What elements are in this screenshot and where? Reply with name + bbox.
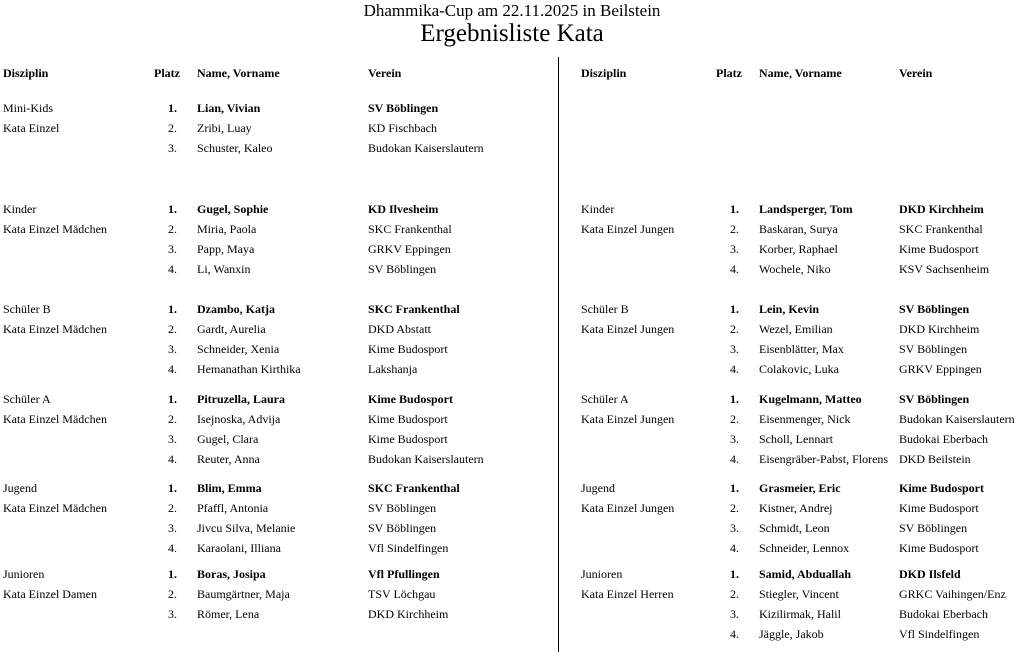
result-place: 4. [168, 541, 177, 555]
result-place: 3. [730, 242, 739, 256]
result-name: Jivcu Silva, Melanie [197, 521, 296, 535]
result-place: 4. [730, 627, 739, 641]
result-club: SV Böblingen [899, 392, 970, 406]
discipline-label: Kata Einzel Jungen [581, 412, 675, 426]
age-group-label: Schüler B [3, 302, 51, 316]
result-name: Schmidt, Leon [759, 521, 830, 535]
discipline-label: Kata Einzel Mädchen [3, 412, 107, 426]
result-name: Gardt, Aurelia [197, 322, 266, 336]
result-club: Budokan Kaiserslautern [368, 141, 484, 155]
discipline-label: Kata Einzel Mädchen [3, 322, 107, 336]
header-verein-left: Verein [368, 66, 402, 80]
result-name: Kugelmann, Matteo [759, 392, 862, 406]
result-club: SKC Frankenthal [368, 481, 460, 495]
result-name: Schuster, Kaleo [197, 141, 273, 155]
result-place: 2. [168, 587, 177, 601]
result-club: Vfl Pfullingen [368, 567, 440, 581]
result-place: 2. [168, 412, 177, 426]
result-place: 2. [730, 322, 739, 336]
header-name-right: Name, Vorname [759, 66, 842, 80]
result-place: 2. [730, 587, 739, 601]
result-place: 1. [730, 202, 739, 216]
result-place: 4. [730, 541, 739, 555]
result-name: Scholl, Lennart [759, 432, 833, 446]
result-place: 4. [730, 262, 739, 276]
result-name: Kistner, Andrej [759, 501, 833, 515]
result-club: Kime Budosport [368, 392, 454, 406]
age-group-label: Jugend [3, 481, 37, 495]
discipline-label: Kata Einzel Jungen [581, 222, 675, 236]
discipline-label: Kata Einzel [3, 121, 60, 135]
result-place: 1. [730, 481, 739, 495]
discipline-label: Kata Einzel Herren [581, 587, 674, 601]
result-place: 1. [168, 202, 177, 216]
result-name: Li, Wanxin [197, 262, 251, 276]
result-name: Baskaran, Surya [759, 222, 838, 236]
discipline-label: Kata Einzel Mädchen [3, 222, 107, 236]
result-name: Grasmeier, Eric [759, 481, 841, 495]
result-club: Budokan Kaiserslautern [899, 412, 1015, 426]
result-club: SV Böblingen [899, 302, 970, 316]
result-place: 3. [168, 521, 177, 535]
result-place: 2. [168, 222, 177, 236]
result-name: Wochele, Niko [759, 262, 831, 276]
result-name: Stiegler, Vincent [759, 587, 839, 601]
result-club: SKC Frankenthal [899, 222, 983, 236]
result-club: KD Ilvesheim [368, 202, 439, 216]
result-club: KSV Sachsenheim [899, 262, 990, 276]
result-name: Baumgärtner, Maja [197, 587, 290, 601]
result-club: Kime Budosport [899, 541, 979, 555]
result-place: 4. [168, 452, 177, 466]
discipline-label: Kata Einzel Jungen [581, 501, 675, 515]
result-name: Korber, Raphael [759, 242, 838, 256]
result-name: Isejnoska, Advija [197, 412, 281, 426]
result-name: Pitruzella, Laura [197, 392, 285, 406]
result-club: SV Böblingen [368, 521, 437, 535]
result-place: 1. [730, 567, 739, 581]
result-name: Gugel, Sophie [197, 202, 269, 216]
result-club: Budokan Kaiserslautern [368, 452, 484, 466]
result-name: Reuter, Anna [197, 452, 260, 466]
result-club: SKC Frankenthal [368, 302, 460, 316]
result-club: Vfl Sindelfingen [368, 541, 449, 555]
result-club: DKD Kirchheim [899, 322, 980, 336]
result-name: Boras, Josipa [197, 567, 266, 581]
age-group-label: Kinder [3, 202, 37, 216]
result-place: 2. [168, 501, 177, 515]
header-name-left: Name, Vorname [197, 66, 280, 80]
header-verein-right: Verein [899, 66, 933, 80]
result-place: 4. [730, 362, 739, 376]
result-name: Eisenmenger, Nick [759, 412, 851, 426]
result-club: SV Böblingen [368, 501, 437, 515]
result-club: Kime Budosport [899, 242, 979, 256]
result-name: Eisengräber-Pabst, Florens [759, 452, 889, 466]
result-place: 1. [168, 392, 177, 406]
result-name: Lian, Vivian [197, 101, 261, 115]
result-club: Budokai Eberbach [899, 432, 988, 446]
result-name: Dzambo, Katja [197, 302, 275, 316]
result-place: 1. [168, 302, 177, 316]
discipline-label: Kata Einzel Mädchen [3, 501, 107, 515]
result-club: Kime Budosport [368, 412, 448, 426]
age-group-label: Schüler A [3, 392, 51, 406]
result-place: 3. [168, 432, 177, 446]
result-name: Schneider, Lennox [759, 541, 850, 555]
result-name: Wezel, Emilian [759, 322, 833, 336]
result-name: Gugel, Clara [197, 432, 259, 446]
result-club: DKD Kirchheim [368, 607, 449, 621]
result-name: Eisenblätter, Max [759, 342, 844, 356]
result-place: 3. [168, 607, 177, 621]
result-place: 4. [168, 262, 177, 276]
result-club: GRKV Eppingen [368, 242, 451, 256]
result-place: 1. [730, 392, 739, 406]
result-club: SV Böblingen [368, 101, 439, 115]
result-place: 3. [730, 607, 739, 621]
result-club: GRKC Vaihingen/Enz [899, 587, 1006, 601]
age-group-label: Kinder [581, 202, 615, 216]
result-club: Kime Budosport [899, 481, 985, 495]
result-club: KD Fischbach [368, 121, 437, 135]
result-club: SKC Frankenthal [368, 222, 452, 236]
result-place: 2. [168, 121, 177, 135]
result-name: Colakovic, Luka [759, 362, 839, 376]
age-group-label: Mini-Kids [3, 101, 54, 115]
result-name: Landsperger, Tom [759, 202, 853, 216]
result-club: TSV Löchgau [368, 587, 436, 601]
result-name: Hemanathan Kirthika [197, 362, 301, 376]
result-place: 3. [730, 342, 739, 356]
result-place: 3. [730, 432, 739, 446]
age-group-label: Junioren [3, 567, 45, 581]
result-place: 1. [730, 302, 739, 316]
age-group-label: Jugend [581, 481, 615, 495]
result-club: DKD Ilsfeld [899, 567, 961, 581]
result-place: 4. [730, 452, 739, 466]
result-place: 3. [168, 342, 177, 356]
age-group-label: Junioren [581, 567, 623, 581]
age-group-label: Schüler A [581, 392, 629, 406]
result-name: Samid, Abduallah [759, 567, 852, 581]
header-disziplin-right: Disziplin [581, 66, 627, 80]
result-club: Kime Budosport [368, 432, 448, 446]
result-name: Lein, Kevin [759, 302, 820, 316]
header-platz-right: Platz [716, 66, 742, 80]
result-place: 4. [168, 362, 177, 376]
document-title: Ergebnisliste Kata [420, 20, 604, 47]
result-name: Papp, Maya [197, 242, 255, 256]
result-place: 2. [168, 322, 177, 336]
result-name: Schneider, Xenia [197, 342, 280, 356]
result-name: Zribi, Luay [197, 121, 252, 135]
result-place: 1. [168, 567, 177, 581]
result-place: 3. [168, 141, 177, 155]
header-disziplin-left: Disziplin [3, 66, 49, 80]
result-place: 3. [168, 242, 177, 256]
result-name: Jäggle, Jakob [759, 627, 824, 641]
result-place: 1. [168, 481, 177, 495]
result-club: GRKV Eppingen [899, 362, 982, 376]
result-name: Blim, Emma [197, 481, 262, 495]
result-name: Pfaffl, Antonia [197, 501, 269, 515]
age-group-label: Schüler B [581, 302, 629, 316]
result-club: Kime Budosport [899, 501, 979, 515]
result-name: Römer, Lena [197, 607, 260, 621]
result-name: Kizilirmak, Halil [759, 607, 841, 621]
result-club: Budokai Eberbach [899, 607, 988, 621]
result-club: Kime Budosport [368, 342, 448, 356]
result-name: Miria, Paola [197, 222, 257, 236]
result-place: 2. [730, 222, 739, 236]
result-place: 1. [168, 101, 177, 115]
result-club: SV Böblingen [899, 342, 968, 356]
result-club: Lakshanja [368, 362, 418, 376]
discipline-label: Kata Einzel Jungen [581, 322, 675, 336]
result-club: DKD Beilstein [899, 452, 971, 466]
column-divider [558, 57, 559, 652]
header-platz-left: Platz [154, 66, 180, 80]
result-place: 2. [730, 501, 739, 515]
result-place: 3. [730, 521, 739, 535]
document-subtitle: Dhammika-Cup am 22.11.2025 in Beilstein [363, 1, 661, 20]
result-club: SV Böblingen [899, 521, 968, 535]
discipline-label: Kata Einzel Damen [3, 587, 97, 601]
result-place: 2. [730, 412, 739, 426]
result-club: SV Böblingen [368, 262, 437, 276]
result-club: Vfl Sindelfingen [899, 627, 980, 641]
result-club: DKD Kirchheim [899, 202, 984, 216]
result-name: Karaolani, Illiana [197, 541, 281, 555]
result-club: DKD Abstatt [368, 322, 431, 336]
